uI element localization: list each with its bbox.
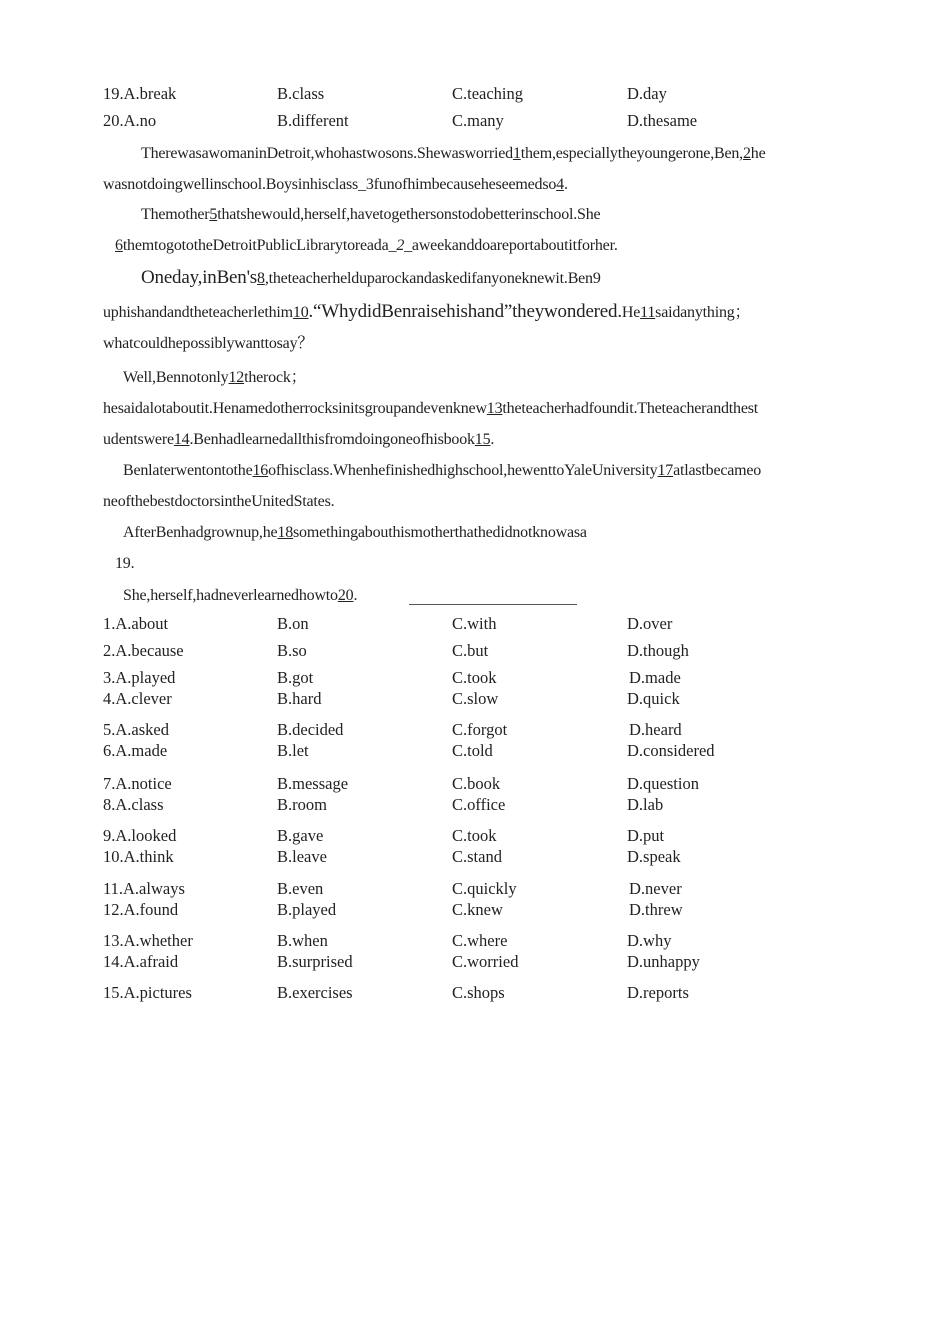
- option-d: D.quick: [627, 689, 680, 708]
- passage-line: [123, 523, 587, 543]
- blank-number: 2: [396, 237, 405, 254]
- passage-text: ofhisclass.Whenhefinishedhighschool,hewenttoYaleUniversity: [268, 462, 658, 479]
- passage-text: AfterBenhadgrownup,he: [123, 524, 278, 541]
- blank-number: 1: [512, 145, 521, 162]
- passage-line: [103, 175, 568, 195]
- passage-text: wasnotdoingwellinschool.Boysinhisclass_3funofhimbecauseheseemedso: [103, 176, 557, 193]
- option-b: B.gave: [277, 826, 324, 845]
- option-c: C.forgot: [452, 720, 508, 739]
- passage-text: _aweekanddoareportaboutitforher.: [404, 237, 618, 254]
- blank-number: 13: [486, 400, 503, 417]
- blank-number: 16: [252, 462, 269, 479]
- option-a: 19.A.break: [103, 84, 177, 103]
- option-a: 20.A.no: [103, 111, 157, 130]
- passage-text: whatcouldhepossiblywanttosay？: [103, 335, 314, 352]
- option-b: B.surprised: [277, 952, 353, 971]
- option-c: C.many: [452, 111, 504, 130]
- option-c: C.told: [452, 741, 493, 760]
- option-d: D.over: [627, 614, 673, 633]
- option-a: 15.A.pictures: [103, 983, 192, 1002]
- passage-text: therock；: [244, 369, 307, 386]
- option-c: C.but: [452, 641, 489, 660]
- option-b: B.hard: [277, 689, 322, 708]
- option-a: 1.A.about: [103, 614, 169, 633]
- option-d: D.speak: [627, 847, 681, 866]
- option-a: 2.A.because: [103, 641, 184, 660]
- blank-number: 15: [474, 431, 491, 448]
- passage-text: 19.: [115, 555, 135, 572]
- passage-line: [103, 302, 750, 323]
- passage-line: [115, 554, 134, 574]
- blank-number: 14: [173, 431, 190, 448]
- option-b: B.exercises: [277, 983, 353, 1002]
- blank-number: 12: [228, 369, 245, 386]
- option-a: 3.A.played: [103, 668, 176, 687]
- passage-text: thatshewould,herself,havetogethersonstodobetterinschool.She: [217, 206, 601, 223]
- option-b: B.on: [277, 614, 309, 633]
- passage-text: neofthebestdoctorsintheUnitedStates.: [103, 493, 335, 510]
- passage-text: Themother: [141, 206, 210, 223]
- passage-text: udentswere: [103, 431, 174, 448]
- blank-number: 10: [292, 304, 309, 321]
- passage-text: saidanything；: [655, 304, 751, 321]
- option-a: 8.A.class: [103, 795, 164, 814]
- passage-text: .: [490, 431, 495, 448]
- option-a: 14.A.afraid: [103, 952, 179, 971]
- option-c: C.took: [452, 826, 497, 845]
- blank-number: 17: [657, 462, 674, 479]
- option-b: B.decided: [277, 720, 344, 739]
- option-d: D.never: [629, 879, 682, 898]
- option-c: C.with: [452, 614, 497, 633]
- option-b: B.when: [277, 931, 328, 950]
- passage-line: [141, 268, 601, 289]
- passage-text: He: [621, 304, 641, 321]
- option-c: C.shops: [452, 983, 505, 1002]
- option-d: D.day: [627, 84, 667, 103]
- option-b: B.message: [277, 774, 349, 793]
- option-c: C.where: [452, 931, 508, 950]
- passage-line: [103, 399, 758, 419]
- option-b: B.leave: [277, 847, 327, 866]
- option-b: B.different: [277, 111, 349, 130]
- option-a: 5.A.asked: [103, 720, 169, 739]
- option-a: 11.A.always: [103, 879, 185, 898]
- passage-text: .: [353, 587, 358, 604]
- option-c: C.stand: [452, 847, 502, 866]
- option-a: 12.A.found: [103, 900, 179, 919]
- option-d: D.thesame: [627, 111, 698, 130]
- option-c: C.knew: [452, 900, 503, 919]
- passage-text: somethingabouthismotherthathedidnotknowasa: [293, 524, 587, 541]
- blank-number: 2: [742, 145, 751, 162]
- option-a: 6.A.made: [103, 741, 168, 760]
- option-c: C.quickly: [452, 879, 517, 898]
- option-a: 7.A.notice: [103, 774, 172, 793]
- option-a: 13.A.whether: [103, 931, 193, 950]
- option-b: B.so: [277, 641, 307, 660]
- option-d: D.heard: [629, 720, 682, 739]
- passage-text: Well,Bennotonly: [123, 369, 229, 386]
- passage-line: [115, 236, 618, 256]
- passage-text: TherewasawomaninDetroit,whohastwosons.Shewasworried: [141, 145, 513, 162]
- option-d: D.question: [627, 774, 699, 793]
- option-b: B.room: [277, 795, 327, 814]
- option-d: D.threw: [629, 900, 683, 919]
- option-b: B.even: [277, 879, 324, 898]
- passage-text: theteacherhadfoundit.Theteacherandthest: [502, 400, 759, 417]
- passage-line: [103, 334, 313, 354]
- passage-text: hesaidalotaboutit.Henamedotherrocksinitsgroupandevenknew: [103, 400, 487, 417]
- option-b: B.class: [277, 84, 325, 103]
- blank-number: 11: [640, 304, 656, 321]
- option-b: B.got: [277, 668, 314, 687]
- passage-text: Oneday,inBen's: [141, 267, 258, 288]
- option-d: D.unhappy: [627, 952, 700, 971]
- option-d: D.lab: [627, 795, 664, 814]
- option-a: 4.A.clever: [103, 689, 172, 708]
- passage-text: themtogototheDetroitPublicLibrarytoreada_: [122, 237, 397, 254]
- option-d: D.why: [627, 931, 672, 950]
- blank-number: 6: [115, 237, 123, 254]
- option-b: B.let: [277, 741, 309, 760]
- blank-number: 20: [337, 587, 354, 604]
- passage-text: Benlaterwentontothe: [123, 462, 253, 479]
- option-d: D.though: [627, 641, 689, 660]
- blank-number: 8: [257, 270, 265, 287]
- passage-text: .: [563, 176, 568, 193]
- blank-number: 4: [556, 176, 564, 193]
- option-d: D.reports: [627, 983, 689, 1002]
- option-a: 10.A.think: [103, 847, 174, 866]
- option-c: C.worried: [452, 952, 519, 971]
- option-d: D.considered: [627, 741, 715, 760]
- passage-line: [123, 586, 357, 606]
- option-c: C.office: [452, 795, 506, 814]
- passage-text: ,theteacherhelduparockandaskedifanyoneknewit.Ben9: [264, 270, 601, 287]
- passage-line: [141, 205, 600, 225]
- option-a: 9.A.looked: [103, 826, 177, 845]
- option-d: D.put: [627, 826, 665, 845]
- passage-line: [141, 144, 765, 164]
- passage-line: [123, 461, 761, 481]
- passage-line: [103, 430, 494, 450]
- passage-text: atlastbecameo: [673, 462, 762, 479]
- option-c: C.took: [452, 668, 497, 687]
- passage-line: [103, 492, 334, 512]
- passage-text: She,herself,hadneverlearnedhowto: [123, 587, 338, 604]
- option-d: D.made: [629, 668, 681, 687]
- option-c: C.book: [452, 774, 501, 793]
- option-c: C.slow: [452, 689, 499, 708]
- blank-number: 5: [209, 206, 218, 223]
- passage-text: .Benhadlearnedallthisfromdoingoneofhisbook: [189, 431, 475, 448]
- option-c: C.teaching: [452, 84, 524, 103]
- passage-text: he: [750, 145, 766, 162]
- answer-blank-line: [409, 604, 577, 605]
- passage-line: [123, 368, 306, 388]
- passage-text: them,especiallytheyoungerone,Ben,: [520, 145, 743, 162]
- passage-text: uphishandandtheteacherlethim: [103, 304, 293, 321]
- blank-number: 18: [277, 524, 294, 541]
- option-b: B.played: [277, 900, 337, 919]
- passage-text: .“WhydidBenraisehishand”theywondered.: [308, 301, 622, 322]
